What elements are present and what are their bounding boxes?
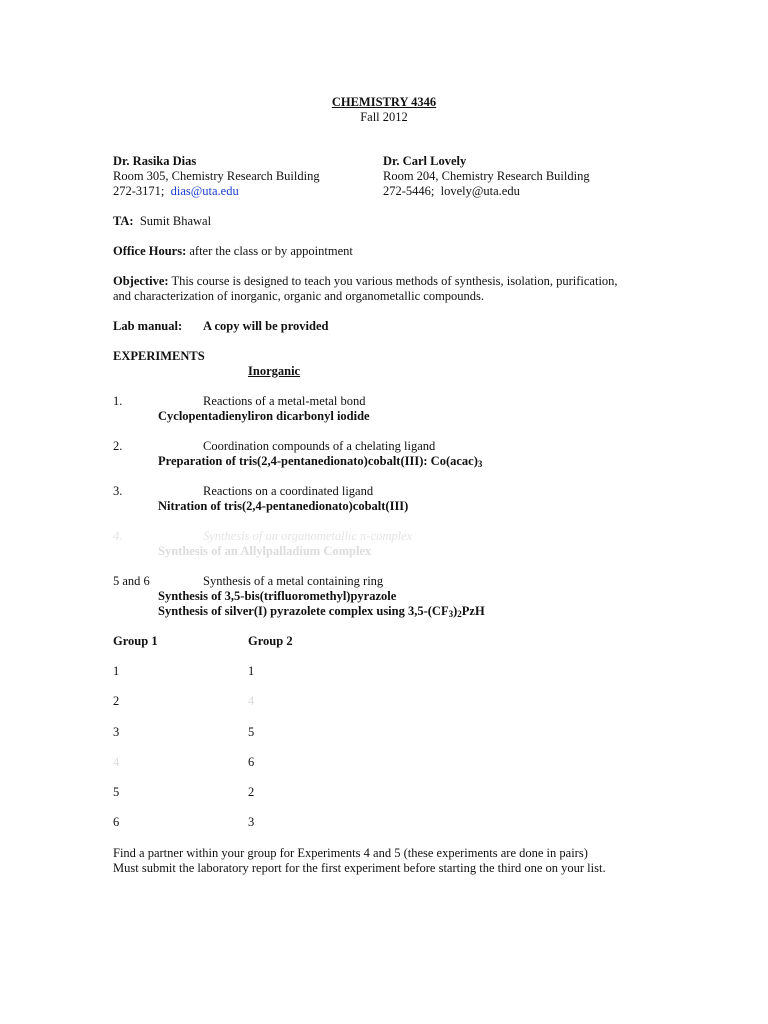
experiment-number: 2.	[113, 439, 123, 453]
group-2-cell: 3	[248, 815, 255, 829]
instructor-contact	[113, 184, 393, 199]
group-1-cell: 4	[113, 755, 120, 769]
group-1-cell: 2	[113, 694, 120, 708]
objective-line-1	[113, 274, 618, 289]
partner-note: Find a partner within your group for Experiments 4 and 5 (these experiments are done in pairs)	[113, 846, 588, 860]
office-hours-line	[113, 244, 353, 259]
office-hours-label: Office Hours:	[113, 244, 187, 258]
instructor-email-link[interactable]: dias@uta.edu	[170, 184, 239, 198]
instructor-phone: 272-5446;	[383, 184, 435, 198]
group-2-cell: 4	[248, 694, 255, 708]
experiment-title: Synthesis of 3,5-bis(trifluoromethyl)pyrazole	[158, 589, 397, 603]
ta-label: TA:	[113, 214, 134, 228]
office-hours-value: after the class or by appointment	[189, 244, 353, 258]
group-1-cell: 6	[113, 815, 120, 829]
experiment-number: 4.	[113, 529, 123, 543]
lab-manual-value: A copy will be provided	[203, 319, 329, 333]
group-2-cell: 2	[248, 785, 255, 799]
group-2-cell: 6	[248, 755, 255, 769]
instructor-phone: 272-3171;	[113, 184, 165, 198]
experiment-description: Synthesis of an organometallic π-complex	[203, 529, 413, 543]
group-1-cell: 5	[113, 785, 120, 799]
group-1-cell: 3	[113, 725, 120, 739]
instructor-block-lovely	[383, 154, 663, 199]
instructor-contact	[383, 184, 663, 199]
objective-label: Objective:	[113, 274, 169, 288]
experiment-title	[158, 454, 482, 472]
group-1-header: Group 1	[113, 634, 158, 648]
report-note: Must submit the laboratory report for the first experiment before starting the third one on your list.	[113, 861, 606, 875]
objective-text-2: and characterization of inorganic, organic and organometallic compounds.	[113, 289, 485, 303]
experiment-number: 1.	[113, 394, 123, 408]
instructor-room: Room 305, Chemistry Research Building	[113, 169, 320, 183]
course-title: CHEMISTRY 4346	[331, 95, 437, 109]
experiment-description: Reactions on a coordinated ligand	[203, 484, 374, 498]
ta-value: Sumit Bhawal	[139, 214, 212, 228]
objective-text-1: This course is designed to teach you various methods of synthesis, isolation, purification,	[171, 274, 618, 288]
instructor-block-dias	[113, 154, 393, 199]
experiment-description: Reactions of a metal-metal bond	[203, 394, 366, 408]
experiment-description: Synthesis of a metal containing ring	[203, 574, 384, 588]
instructor-name: Dr. Carl Lovely	[383, 154, 467, 168]
experiment-title-text: Synthesis of silver(I) pyrazolete complex using 3,5-(CF	[158, 604, 449, 618]
experiment-title-text: PzH	[461, 604, 485, 618]
experiment-title: Cyclopentadienyliron dicarbonyl iodide	[158, 409, 370, 423]
experiments-heading: EXPERIMENTS	[113, 349, 205, 363]
experiment-title-text: Preparation of tris(2,4-pentanedionato)cobalt(III): Co(acac)	[158, 454, 478, 468]
group-2-cell: 5	[248, 725, 255, 739]
instructor-email: lovely@uta.edu	[440, 184, 520, 198]
experiment-description: Coordination compounds of a chelating ligand	[203, 439, 436, 453]
instructor-room: Room 204, Chemistry Research Building	[383, 169, 590, 183]
experiment-number: 5 and 6	[113, 574, 150, 588]
experiment-title-subscript: 2	[457, 609, 462, 619]
experiment-title-text: )	[453, 604, 458, 618]
experiment-title: Nitration of tris(2,4-pentanedionato)cobalt(III)	[158, 499, 409, 513]
course-term: Fall 2012	[360, 110, 408, 124]
experiment-title	[158, 604, 485, 622]
group-2-header: Group 2	[248, 634, 293, 648]
experiment-title: Synthesis of an Allylpalladium Complex	[158, 544, 372, 558]
experiment-title-subscript: 3	[477, 459, 483, 469]
instructor-name: Dr. Rasika Dias	[113, 154, 197, 168]
experiment-title-subscript: 3	[448, 609, 454, 619]
experiments-subheading: Inorganic	[248, 364, 301, 378]
lab-manual-label: Lab manual:	[113, 319, 183, 333]
group-1-cell: 1	[113, 664, 120, 678]
experiment-number: 3.	[113, 484, 123, 498]
group-2-cell: 1	[248, 664, 255, 678]
ta-line	[113, 214, 211, 229]
